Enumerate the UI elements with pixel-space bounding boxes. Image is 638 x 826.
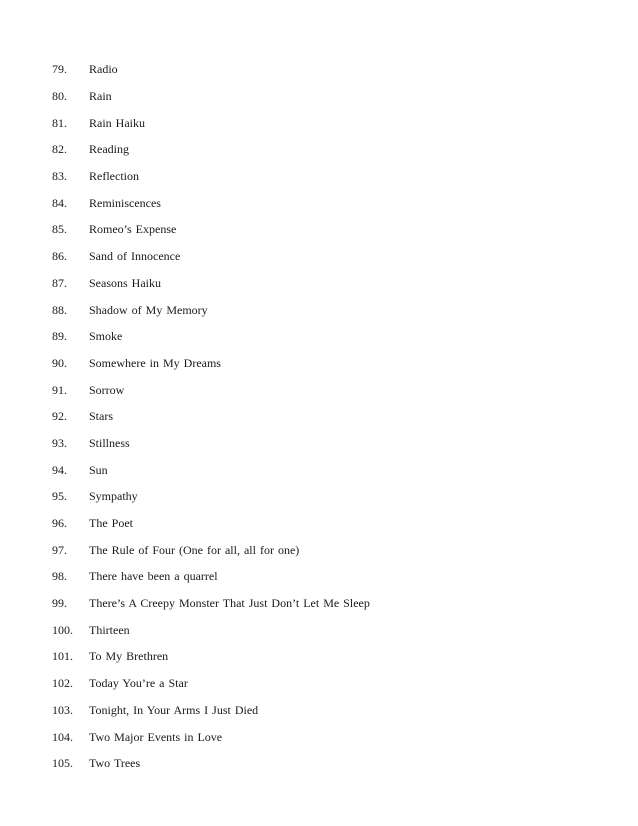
item-title: Rain Haiku <box>89 115 145 130</box>
item-number: 83. <box>52 169 67 184</box>
list-item <box>52 483 370 510</box>
item-title: Stars <box>89 409 113 424</box>
list-item <box>52 536 370 563</box>
item-title: Stillness <box>89 435 130 450</box>
list-item <box>52 56 370 83</box>
item-number: 91. <box>52 382 67 397</box>
list-item <box>52 670 370 697</box>
list-item <box>52 616 370 643</box>
item-title: The Rule of Four (One for all, all for one) <box>89 542 300 557</box>
item-title: Two Trees <box>89 756 141 771</box>
poem-list <box>52 56 370 777</box>
item-title: Sun <box>89 462 108 477</box>
item-number: 79. <box>52 62 67 77</box>
item-title: Thirteen <box>89 622 130 637</box>
item-number: 88. <box>52 302 67 317</box>
item-title: Shadow of My Memory <box>89 302 208 317</box>
item-number: 87. <box>52 275 67 290</box>
list-item <box>52 723 370 750</box>
list-item <box>52 643 370 670</box>
item-number: 84. <box>52 195 67 210</box>
list-item <box>52 590 370 617</box>
list-item <box>52 296 370 323</box>
item-number: 85. <box>52 222 67 237</box>
item-number: 94. <box>52 462 67 477</box>
item-title: Somewhere in My Dreams <box>89 355 221 370</box>
item-number: 89. <box>52 329 67 344</box>
list-item <box>52 243 370 270</box>
list-item <box>52 697 370 724</box>
item-title: Romeo’s Expense <box>89 222 177 237</box>
item-title: There’s A Creepy Monster That Just Don’t Let Me Sleep <box>89 596 370 611</box>
list-item <box>52 136 370 163</box>
item-number: 90. <box>52 355 67 370</box>
item-number: 100. <box>52 622 73 637</box>
item-number: 92. <box>52 409 67 424</box>
item-number: 102. <box>52 676 73 691</box>
item-title: Sorrow <box>89 382 125 397</box>
list-item <box>52 83 370 110</box>
item-title: Reflection <box>89 169 139 184</box>
item-number: 86. <box>52 249 67 264</box>
list-item <box>52 563 370 590</box>
item-title: Radio <box>89 62 118 77</box>
item-number: 95. <box>52 489 67 504</box>
item-number: 105. <box>52 756 73 771</box>
item-number: 96. <box>52 516 67 531</box>
item-title: Sympathy <box>89 489 138 504</box>
item-title: Sand of Innocence <box>89 249 181 264</box>
list-item <box>52 189 370 216</box>
item-number: 97. <box>52 542 67 557</box>
item-title: Reading <box>89 142 129 157</box>
list-item <box>52 323 370 350</box>
item-title: Two Major Events in Love <box>89 729 223 744</box>
item-number: 80. <box>52 89 67 104</box>
item-title: The Poet <box>89 516 133 531</box>
item-title: Reminiscences <box>89 195 161 210</box>
list-item <box>52 109 370 136</box>
list-item <box>52 430 370 457</box>
item-title: Seasons Haiku <box>89 275 161 290</box>
item-number: 101. <box>52 649 73 664</box>
item-number: 93. <box>52 435 67 450</box>
item-number: 81. <box>52 115 67 130</box>
item-number: 104. <box>52 729 73 744</box>
item-title: Today You’re a Star <box>89 676 188 691</box>
list-item <box>52 270 370 297</box>
item-title: There have been a quarrel <box>89 569 218 584</box>
list-item <box>52 350 370 377</box>
list-item <box>52 456 370 483</box>
item-number: 103. <box>52 702 73 717</box>
item-number: 82. <box>52 142 67 157</box>
item-number: 98. <box>52 569 67 584</box>
list-item <box>52 510 370 537</box>
item-title: To My Brethren <box>89 649 169 664</box>
list-item <box>52 163 370 190</box>
list-item <box>52 403 370 430</box>
list-item <box>52 376 370 403</box>
list-item <box>52 216 370 243</box>
list-item <box>52 750 370 777</box>
item-title: Rain <box>89 89 112 104</box>
item-number: 99. <box>52 596 67 611</box>
item-title: Smoke <box>89 329 123 344</box>
item-title: Tonight, In Your Arms I Just Died <box>89 702 259 717</box>
